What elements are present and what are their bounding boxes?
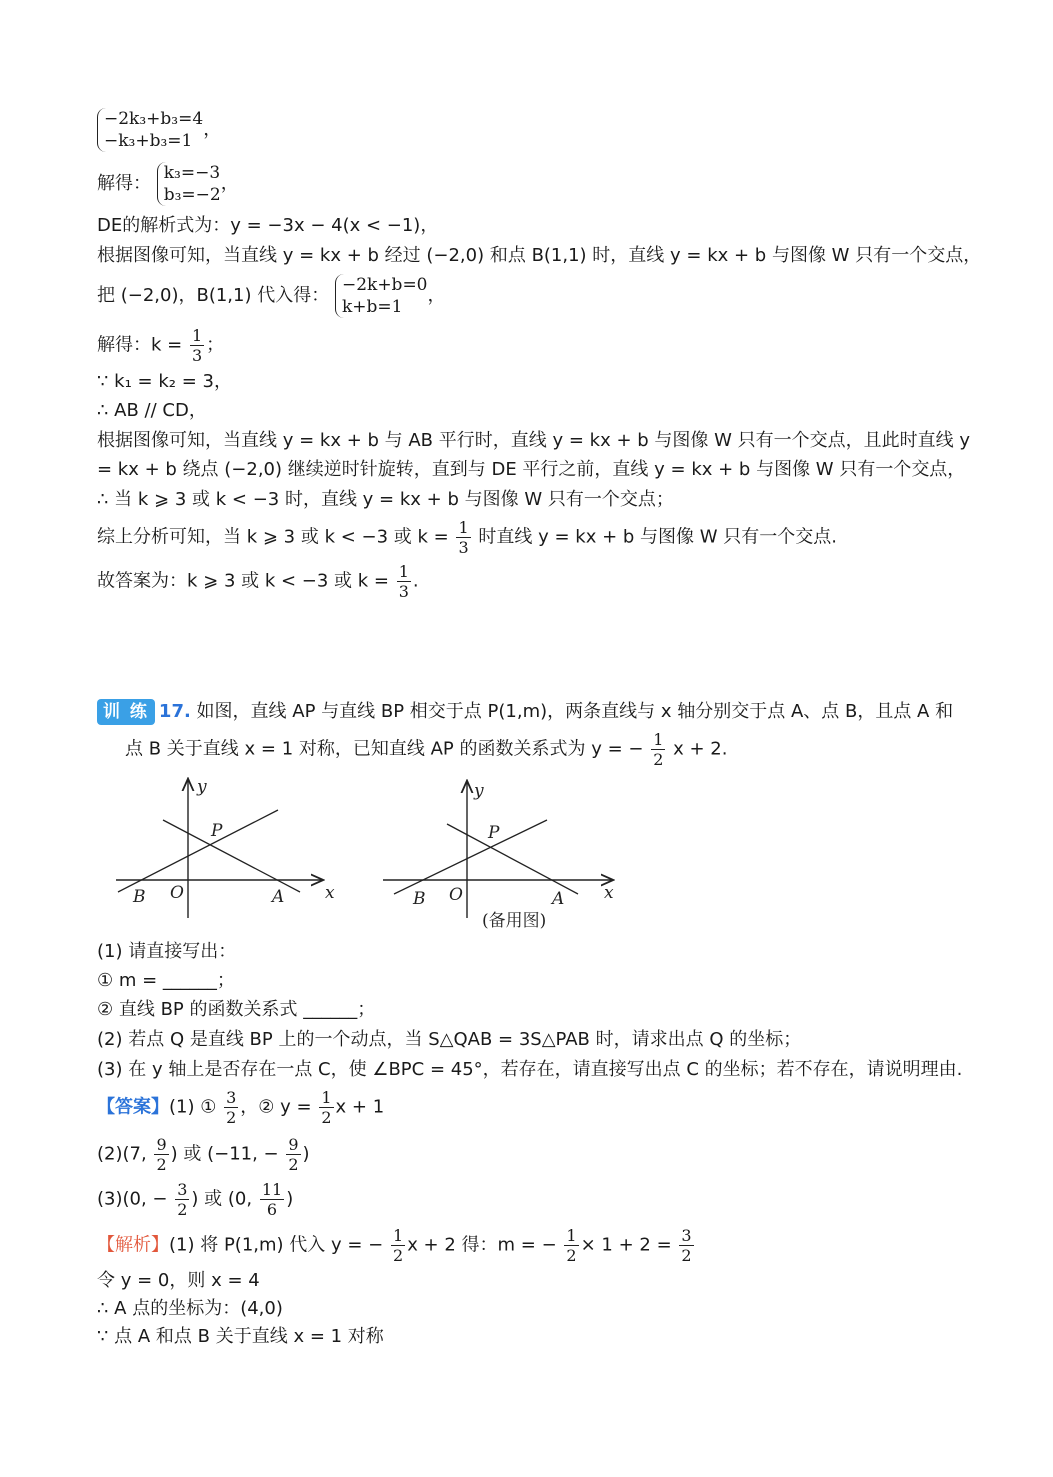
backup-label-b: B: [413, 889, 426, 909]
solve1-tail: ，: [220, 173, 239, 194]
backup-label-y: y: [474, 781, 484, 801]
graph-reasoning-1: 根据图像可知，当直线 y = kx + b 经过 (−2,0) 和点 B(1,1) 时，直线 y = kx + b 与图像 W 只有一个交点，: [97, 245, 982, 266]
l1-fraction-2: $\frac{1}{2}$: [566, 1226, 577, 1265]
final-fraction: $\frac{1}{3}$: [398, 562, 409, 601]
l1-pre: (1) 将 P(1,m) 代入 y = −: [169, 1234, 384, 1256]
stem2-pre: 点 B 关于直线 x = 1 对称，已知直线 AP 的函数关系式为 y = −: [125, 738, 644, 760]
label-x: x: [325, 883, 335, 903]
label-o: O: [170, 883, 184, 903]
a2-mid: ) 或 (−11, −: [170, 1143, 279, 1165]
solve-k-line: [97, 326, 224, 365]
line-ap: [163, 820, 300, 892]
l1-fraction-1: $\frac{1}{2}$: [393, 1226, 404, 1265]
a3-pre: (3)(0, −: [97, 1188, 168, 1210]
sys1-tail: ，: [203, 119, 222, 140]
a1-pre: (1) ①: [169, 1096, 217, 1118]
sub-label: 把 (−2,0)，B(1,1) 代入得：: [97, 285, 330, 306]
summary-fraction: $\frac{1}{3}$: [458, 518, 469, 557]
because-line: ∵ k₁ = k₂ = 3，: [97, 371, 232, 392]
problem-stem-line2: [125, 730, 727, 769]
final-answer-line: [97, 562, 419, 601]
backup-label-x: x: [604, 883, 614, 903]
question-1: (1) 请直接写出：: [97, 941, 237, 962]
question-3: (3) 在 y 轴上是否存在一点 C，使 ∠BPC = 45°，若存在，请直接写出点 C 的坐标；若不存在，请说明理由.: [97, 1059, 963, 1080]
analysis-line-4: ∵ 点 A 和点 B 关于直线 x = 1 对称: [97, 1326, 384, 1347]
summary-pre: 综上分析可知，当 k ⩾ 3 或 k < −3 或 k =: [97, 526, 449, 548]
l1-mid: x + 2 得：m = −: [407, 1234, 557, 1256]
summary-line: [97, 518, 837, 557]
a2-post: ): [302, 1143, 310, 1165]
main-graph: [116, 777, 335, 918]
coordinate-figure: [0, 768, 1053, 948]
sys1-eq-b: −k₃+b₃=1: [104, 131, 193, 151]
sys1-eq-a: −2k₃+b₃=4: [104, 109, 204, 129]
label-p: P: [211, 821, 223, 841]
system-equations-1: [97, 108, 221, 152]
problem-stem-line1: [97, 699, 953, 725]
answer-line-1: [97, 1088, 384, 1127]
question-1b: ② 直线 BP 的函数关系式 ______；: [97, 999, 376, 1020]
a1b-fraction: $\frac{1}{2}$: [321, 1088, 332, 1127]
backup-caption: (备用图): [482, 911, 547, 931]
label-a: A: [272, 887, 285, 907]
a1-mid: ，② y =: [240, 1096, 312, 1118]
analysis-tag: 【解析】: [97, 1234, 169, 1256]
question-2: (2) 若点 Q 是直线 BP 上的一个动点，当 S△QAB = 3S△PAB 时，请求出点 Q 的坐标；: [97, 1029, 802, 1050]
a1-fraction: $\frac{3}{2}$: [226, 1088, 237, 1127]
final-post: .: [412, 570, 419, 592]
substitution-line: [97, 274, 446, 318]
a2-fraction-1: $\frac{9}{2}$: [156, 1135, 167, 1174]
graph-reasoning-3: = kx + b 绕点 (−2,0) 继续逆时针旋转，直到与 DE 平行之前，直线 y = kx + b 与图像 W 只有一个交点，: [97, 459, 966, 480]
answer-tag: 【答案】: [97, 1096, 169, 1118]
l1-fraction-3: $\frac{3}{2}$: [681, 1226, 692, 1265]
answer-line-3: [97, 1180, 293, 1219]
solve1-eq-b: b₃=−2: [163, 185, 221, 205]
label-b: B: [133, 887, 146, 907]
a3-fraction-2: $\frac{11}{6}$: [261, 1180, 283, 1219]
backup-label-o: O: [449, 885, 463, 905]
solve2-tail: ；: [206, 334, 225, 356]
analysis-line-2: 令 y = 0，则 x = 4: [97, 1270, 260, 1291]
analysis-line-3: ∴ A 点的坐标为：(4,0): [97, 1298, 283, 1319]
problem-number: 17.: [158, 701, 191, 722]
solve2-pre: 解得：k =: [97, 334, 183, 356]
solve1-eq-a: k₃=−3: [163, 163, 221, 183]
analysis-line-1: [97, 1226, 696, 1265]
question-1a: ① m = ______；: [97, 970, 235, 991]
a1-post: x + 1: [335, 1096, 385, 1118]
a3-post: ): [286, 1188, 294, 1210]
solve-system-1: [97, 162, 239, 206]
final-pre: 故答案为：k ⩾ 3 或 k < −3 或 k =: [97, 570, 389, 592]
a3-fraction-1: $\frac{3}{2}$: [177, 1180, 188, 1219]
backup-graph: [383, 781, 614, 931]
practice-badge: 训 练: [97, 699, 155, 725]
therefore-range: ∴ 当 k ⩾ 3 或 k < −3 时，直线 y = kx + b 与图像 W 只有一个交点；: [97, 489, 674, 510]
graph-reasoning-2: 根据图像可知，当直线 y = kx + b 与 AB 平行时，直线 y = kx + b 与图像 W 只有一个交点，且此时直线 y: [97, 430, 971, 451]
sub-eq-b: k+b=1: [341, 297, 403, 317]
backup-line-bp: [394, 820, 547, 894]
backup-label-a: A: [552, 889, 565, 909]
a2-pre: (2)(7,: [97, 1143, 147, 1165]
a2-fraction-2: $\frac{9}{2}$: [288, 1135, 299, 1174]
answer-line-2: [97, 1135, 310, 1174]
problem-stem1: 如图，直线 AP 与直线 BP 相交于点 P(1,m)，两条直线与 x 轴分别交于点 A、点 B，且点 A 和: [196, 701, 954, 722]
l1-mid2: × 1 + 2 =: [580, 1234, 672, 1256]
de-expression: DE的解析式为：y = −3x − 4(x < −1)，: [97, 215, 439, 236]
sub-tail: ，: [427, 285, 446, 306]
therefore-parallel: ∴ AB // CD，: [97, 400, 207, 421]
stem2-fraction: $\frac{1}{2}$: [653, 730, 664, 769]
fraction-one-third: $\frac{1}{3}$: [191, 326, 203, 365]
a3-mid: ) 或 (0,: [191, 1188, 253, 1210]
label-y: y: [197, 777, 207, 797]
solve1-label: 解得：: [97, 173, 151, 194]
stem2-post: x + 2.: [673, 738, 728, 760]
summary-post: 时直线 y = kx + b 与图像 W 只有一个交点.: [478, 526, 838, 548]
sub-eq-a: −2k+b=0: [341, 275, 428, 295]
backup-label-p: P: [488, 823, 500, 843]
